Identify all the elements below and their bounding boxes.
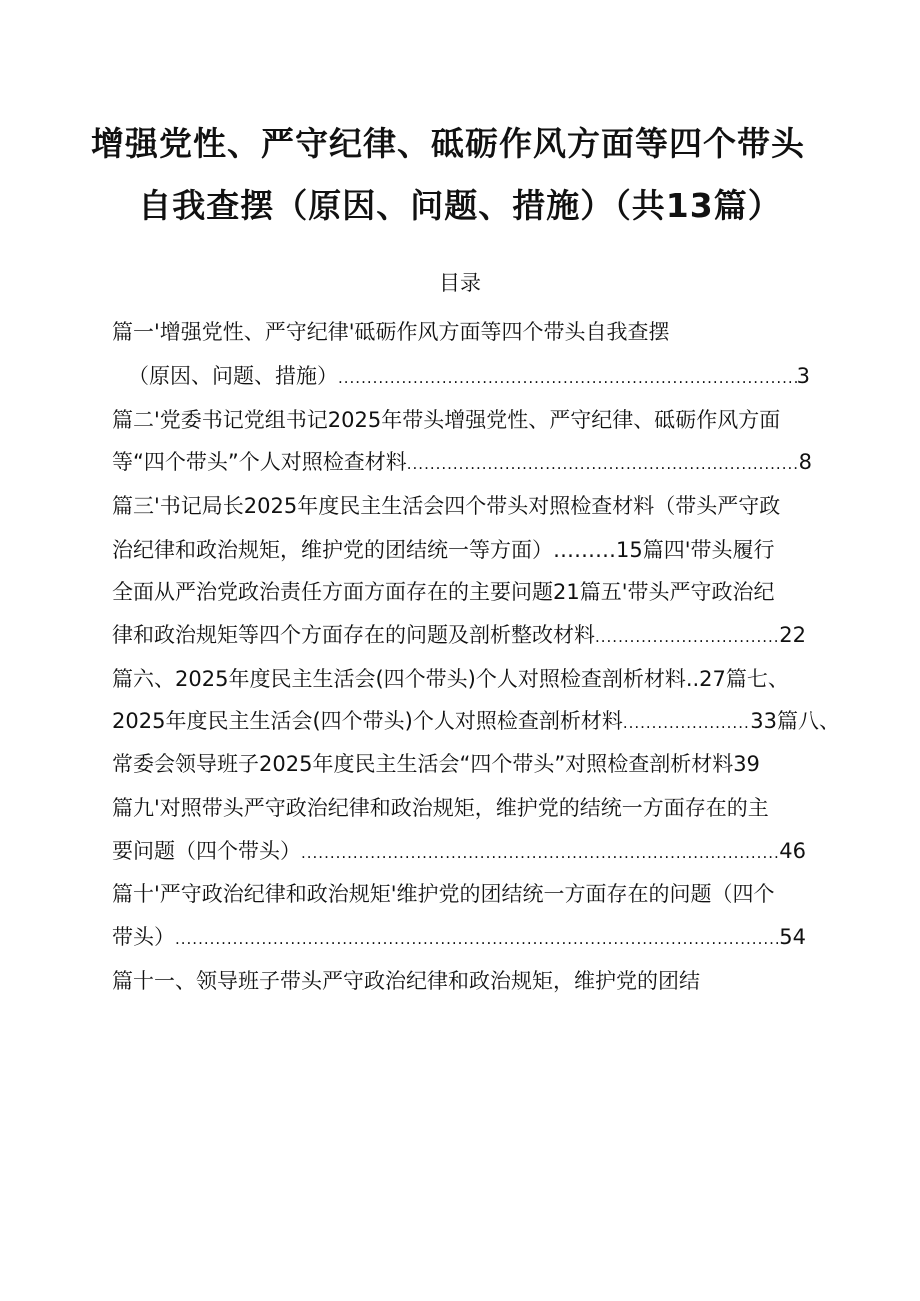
toc-entry-10[interactable] <box>112 922 806 954</box>
document-title-line-2: 自我查摆（原因、问题、措施）（共13篇） <box>138 186 782 225</box>
toc-entry-5[interactable] <box>112 620 806 652</box>
toc-page-number: 54 <box>779 925 806 949</box>
toc-entry-text: 要问题（四个带头） <box>112 839 301 863</box>
toc-entry-7[interactable] <box>112 706 840 738</box>
toc-page-number: 8 <box>798 450 812 474</box>
document-title-line-1: 增强党性、严守纪律、砥砺作风方面等四个带头 <box>91 124 805 163</box>
toc-line: 篇十一、领导班子带头严守政治纪律和政治规矩，维护党的团结 <box>112 969 700 993</box>
dot-leader <box>338 361 797 393</box>
toc-line: 全面从严治党政治责任方面方面存在的主要问题21篇五'带头严守政治纪 <box>112 580 775 604</box>
toc-line: 篇一'增强党性、严守纪律'砥砺作风方面等四个带头自我查摆 <box>112 320 670 344</box>
toc-page-number: 3 <box>796 364 810 388</box>
toc-entry-text: 2025年度民主生活会(四个带头)个人对照检查剖析材料 <box>112 709 623 733</box>
toc-line: 篇九'对照带头严守政治纪律和政治规矩，维护党的结统一方面存在的主 <box>112 796 769 820</box>
toc-page-number: 22 <box>779 623 806 647</box>
dot-leader <box>623 706 750 738</box>
dot-leader <box>175 922 779 954</box>
toc-entry-text: 等“四个带头”个人对照检查材料 <box>112 450 407 474</box>
toc-entry-1[interactable] <box>128 361 810 393</box>
toc-line: 篇二'党委书记党组书记2025年带头增强党性、严守纪律、砥砺作风方面 <box>112 408 781 432</box>
toc-page-number: 33篇八、 <box>750 709 840 733</box>
toc-entry-text: （原因、问题、措施） <box>128 364 338 388</box>
toc-heading: 目录 <box>439 271 481 295</box>
dot-leader <box>407 447 799 479</box>
toc-line: 篇六、2025年度民主生活会(四个带头)个人对照检查剖析材料..27篇七、 <box>112 667 789 691</box>
toc-line: 篇十'严守政治纪律和政治规矩'维护党的团结统一方面存在的问题（四个 <box>112 882 775 906</box>
toc-line: 治纪律和政治规矩，维护党的团结统一等方面）………15篇四'带头履行 <box>112 538 775 562</box>
toc-entry-2[interactable] <box>112 447 812 479</box>
dot-leader <box>595 620 779 652</box>
toc-entry-9[interactable] <box>112 836 806 868</box>
dot-leader <box>301 836 779 868</box>
toc-entry-text: 律和政治规矩等四个方面存在的问题及剖析整改材料 <box>112 623 595 647</box>
toc-page-number: 46 <box>779 839 806 863</box>
toc-entry-text: 带头） <box>112 925 175 949</box>
toc-line: 篇三'书记局长2025年度民主生活会四个带头对照检查材料（带头严守政 <box>112 494 781 518</box>
toc-line: 常委会领导班子2025年度民主生活会“四个带头”对照检查剖析材料39 <box>112 752 760 776</box>
